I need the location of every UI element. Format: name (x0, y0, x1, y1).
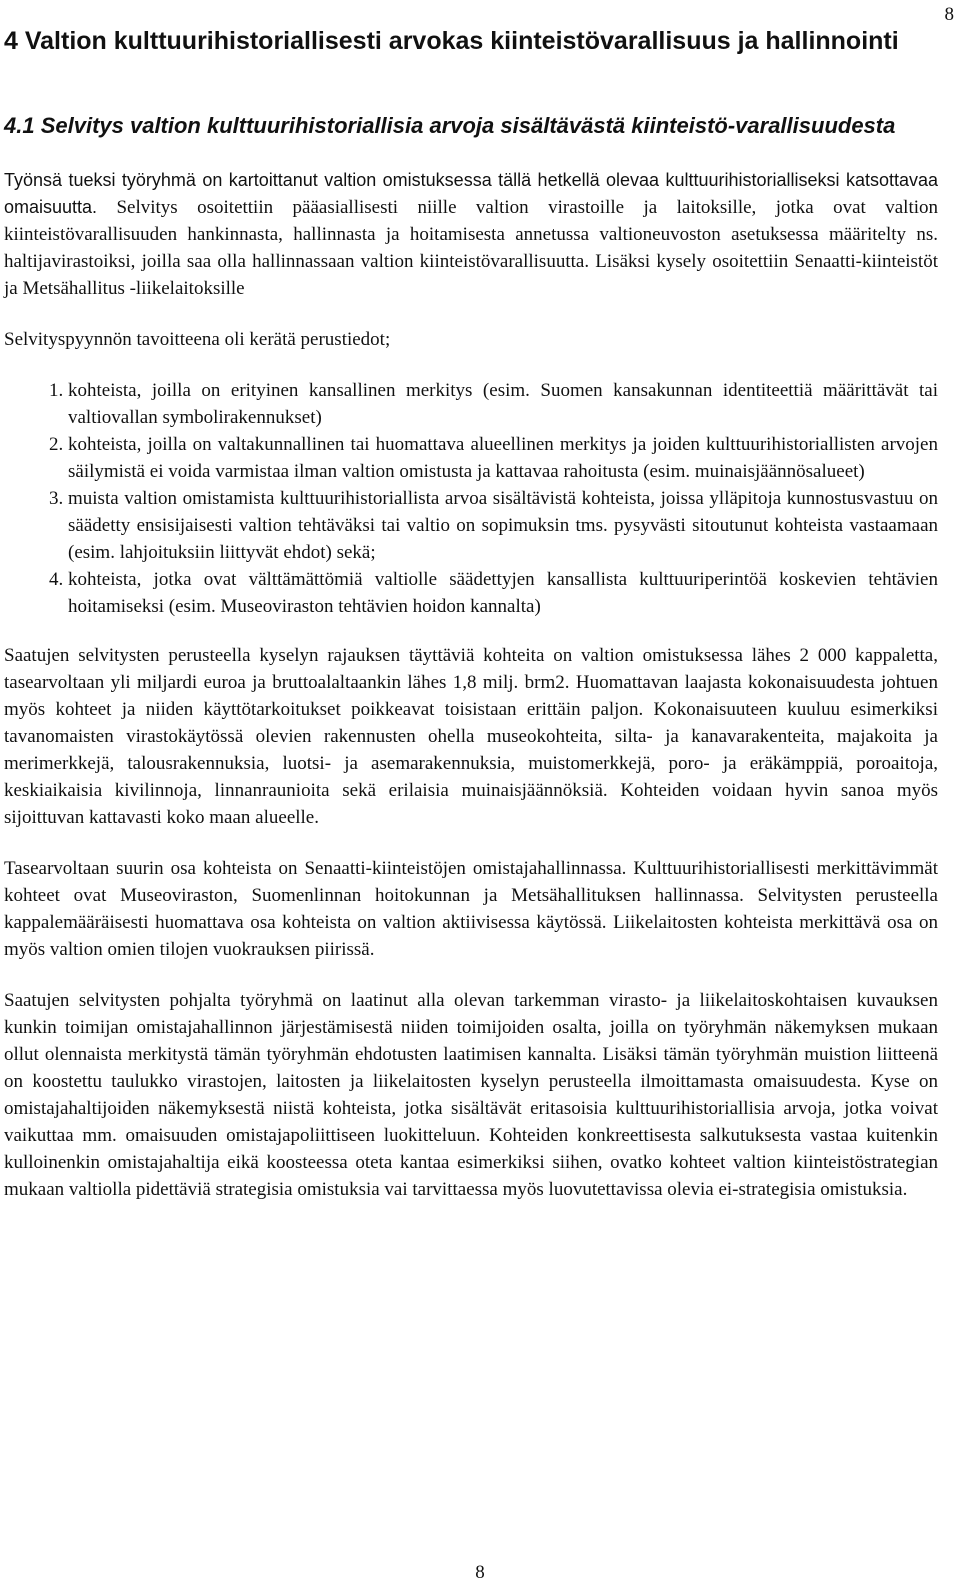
list-item: 4. kohteista, jotka ovat välttämättömiä valtiolle säädettyjen kansallista kulttuuriperintöä koskevien tehtävien hoitamiseksi (esim. Museoviraston tehtävien hoidon kannalta) (68, 566, 938, 620)
intro-paragraph (4, 167, 938, 302)
page-number-top: 8 (944, 4, 954, 25)
document-body (4, 24, 938, 1227)
body-paragraph: Tasearvoltaan suurin osa kohteista on Senaatti-kiinteistöjen omistajahallinnassa. Kulttuurihistoriallisesti merkittävimmät kohteet ovat Museoviraston, Suomenlinnan hoitokunnan ja Metsähallituksen hallinnassa. Selvitysten perusteella kappalemääräisesti huomattava osa kohteista on valtion aktiivisessa käytössä. Liikelaitosten kohteista merkittävä osa on myös valtion omien tilojen vuokrauksen piirissä. (4, 858, 938, 960)
intro-lead: Työnsä tueksi työryhmä on kartoittanut valtion omistuksessa tällä hetkellä olevaa kulttuurihistorialliseksi katsottavaa omaisuutta. (4, 170, 938, 217)
intro-rest: Selvitys osoitettiin pääasiallisesti niille valtion virastoille ja laitoksille, jotka ovat valtion kiinteistövarallisuuden hankinnasta, hallinnasta ja hoitamisesta annetussa valtioneuvoston asetuksessa määritelty ns. haltijavirastoiksi, joilla saa olla hallinnassaan valtion kiinteistövarallisuutta. Lisäksi kysely osoitettiin Senaatti-kiinteistöt ja Metsähallitus -liikelaitoksille (4, 197, 938, 299)
body-paragraph: Saatujen selvitysten pohjalta työryhmä on laatinut alla olevan tarkemman virasto- ja liikelaitoskohtaisen kuvauksen kunkin toimijan omistajahallinnon järjestämisestä niiden toimijoiden osalta, joilla on työryhmän näkemyksen mukaan ollut olennaista merkitystä tämän työryhmän ehdotusten laatimisen kannalta. Lisäksi tämän työryhmän muistion liitteenä on koostettu taulukko virastojen, laitosten ja liikelaitosten kyselyn perusteella ilmoittamasta omaisuudesta. Kyse on omistajahaltijoiden näkemyksestä niistä kohteista, jotka sisältävät eritasoisia kulttuurihistoriallisia arvoja, jotka voivat vaikuttaa mm. omaisuuden omistajapoliittiseen luokitteluun. Kohteiden konkreettisesta salkutuksesta vastaa kuitenkin kulloinenkin omistajahaltija eikä koosteessa oteta kantaa esimerkiksi siihen, ovatko kohteet valtion kiinteistöstrategian mukaan valtiolla pidettäviä strategisia omistuksia vai tarvittaessa myös luovutettavissa olevia ei-strategisia omistuksia. (4, 990, 938, 1200)
body-paragraph: Saatujen selvitysten perusteella kyselyn rajauksen täyttäviä kohteita on valtion omistuksessa lähes 2 000 kappaletta, tasearvoltaan yli miljardi euroa ja bruttoalaltaankin lähes 1,8 milj. brm2. Huomattavan laajasta kokonaisuudesta johtuen myös kohteet ja niiden käyttötarkoitukset poikkeavat toisistaan erittäin paljon. Kokonaisuuteen kuuluu esimerkiksi tavanomaisten virastokäytössä olevien rakennusten ohella museokohteita, silta- ja kanavarakenteita, majakoita ja merimerkkejä, talousrakennuksia, luotsi- ja asemarakennuksia, muistomerkkejä, poro- ja eräkämppiä, poroaitoja, keskiaikaisia kivilinnoja, linnanraunioita sekä erilaisia muinaisjäännöksiä. Kohteiden voidaan hyvin sanoa myös sijoittuvan kattavasti koko maan alueelle. (4, 645, 938, 828)
chapter-heading: 4 Valtion kulttuurihistoriallisesti arvokas kiinteistövarallisuus ja hallinnointi (4, 27, 899, 55)
goal-paragraph: Selvityspyynnön tavoitteena oli kerätä perustiedot; (4, 329, 391, 350)
list-item: 3. muista valtion omistamista kulttuurihistoriallista arvoa sisältävistä kohteista, joissa ylläpitoja kunnostusvastuu on säädetty ensisijaisesti valtion tehtäväksi tai valtio on sopimuksin tms. pysyvästi sitoutunut kohteista vastaamaan (esim. lahjoituksiin liittyvät ehdot) sekä; (68, 485, 938, 566)
section-heading: 4.1 Selvitys valtion kulttuurihistoriallisia arvoja sisältävästä kiinteistö-varallisuudesta (4, 113, 896, 138)
criteria-list (4, 377, 938, 620)
list-item: 2. kohteista, joilla on valtakunnallinen tai huomattava alueellinen merkitys ja joiden kulttuurihistoriallisten arvojen säilymistä ei voida varmistaa ilman valtion omistusta ja kattavaa rahoitusta (esim. muinaisjäännösalueet) (68, 431, 938, 485)
page-number-bottom: 8 (475, 1562, 485, 1583)
list-item: 1. kohteista, joilla on erityinen kansallinen merkitys (esim. Suomen kansakunnan identiteettiä määrittävät tai valtiovallan symbolirakennukset) (68, 377, 938, 431)
